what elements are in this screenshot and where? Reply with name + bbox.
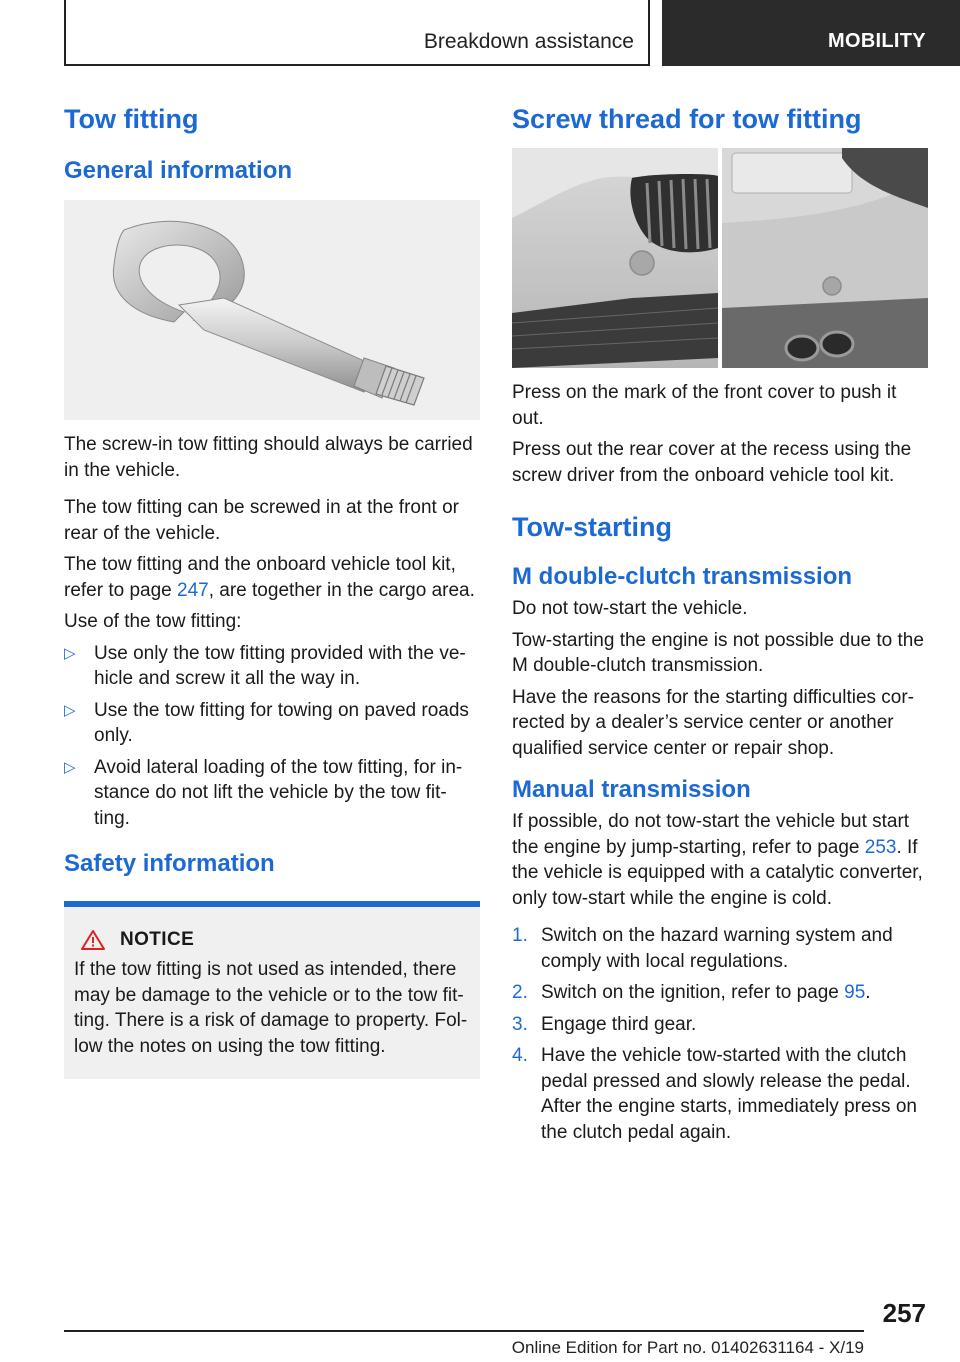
bullet-marker-icon: ▷ — [64, 701, 76, 719]
paragraph-use: Use of the tow fitting: — [64, 611, 242, 632]
list-item — [512, 923, 928, 974]
notice-box — [64, 901, 480, 1079]
step-number: 4. — [512, 1045, 528, 1066]
page-number: 257 — [882, 1298, 926, 1328]
list-item-text: Use the tow fitting for towing on paved roads only. — [94, 699, 469, 746]
notice-title: NOTICE — [120, 929, 195, 950]
step-text: Have the vehicle tow-started with the clutch pedal pressed and slowly release the pedal. After the engine starts, immediately press on the clutch pedal again. — [541, 1045, 917, 1143]
paragraph-front-cover: Press on the mark of the front cover to push it out. — [512, 382, 897, 429]
header-section-box — [64, 0, 650, 66]
manual-transmission-heading: Manual transmission — [512, 776, 751, 803]
footer-edition: Online Edition for Part no. 01402631164 - X/19 — [511, 1338, 864, 1357]
list-item-text: Use only the tow fitting provided with the ve‐hicle and screw it all the way in. — [94, 642, 466, 689]
header-section-title: Breakdown assistance — [423, 30, 634, 53]
paragraph-text: . If the vehicle is equipped with a catalytic converter, only tow-start while the engine is cold. — [512, 836, 923, 909]
vehicle-photo — [512, 148, 928, 368]
tow-eye-icon — [64, 200, 480, 420]
page-link-247[interactable]: 247 — [177, 579, 209, 601]
paragraph-text: If possible, do not tow-start the vehicle but start the engine by jump-starting, refer to page — [512, 811, 910, 858]
paragraph-no-tow-start: Do not tow-start the vehicle. — [512, 598, 748, 619]
header-chapter-title: MOBILITY — [828, 30, 926, 52]
paragraph-jump-start — [512, 809, 928, 911]
paragraph-carry: The screw-in tow fitting should always be carried in the vehicle. — [64, 434, 473, 481]
paragraph-rear-cover: Press out the rear cover at the recess using the screw driver from the onboard vehicle tool kit. — [512, 439, 912, 486]
page-link-95[interactable]: 95 — [844, 982, 866, 1003]
page-link-253[interactable]: 253 — [864, 836, 897, 858]
step-text: . — [865, 982, 871, 1003]
list-item — [512, 1012, 928, 1038]
vehicle-bumper-icon — [512, 148, 928, 368]
footer-divider — [64, 1330, 864, 1332]
general-information-heading: General information — [64, 157, 293, 184]
left-column — [64, 102, 480, 1079]
step-text: Switch on the hazard warning system and comply with local regulations. — [541, 925, 893, 972]
screw-thread-heading: Screw thread for tow fitting — [512, 104, 862, 134]
mdct-heading: M double-clutch transmission — [512, 563, 853, 590]
bullet-marker-icon: ▷ — [64, 644, 76, 662]
paragraph-not-possible: Tow-starting the engine is not possible due to the M double-clutch transmission. — [512, 629, 924, 676]
tow-fitting-illustration — [64, 200, 480, 420]
step-number: 1. — [512, 925, 528, 946]
tow-starting-heading: Tow-starting — [512, 512, 672, 542]
bullet-marker-icon: ▷ — [64, 758, 76, 776]
header-chapter-box — [662, 0, 960, 66]
list-item — [64, 755, 480, 832]
usage-bullet-list — [64, 641, 480, 832]
notice-text: If the tow fitting is not used as intended, there may be damage to the vehicle or to the tow fit‐ting. There is a risk of damage to property. Fol‐low the notes on using the tow fitting. — [74, 959, 468, 1057]
safety-information-heading: Safety information — [64, 850, 275, 877]
list-item — [64, 641, 480, 692]
paragraph-text: , are together in the cargo area. — [208, 579, 475, 601]
tow-start-steps — [512, 923, 928, 1145]
step-number: 3. — [512, 1013, 528, 1035]
step-text: Switch on the ignition, refer to page — [541, 982, 845, 1003]
list-item — [512, 1043, 928, 1145]
list-item-text: Avoid lateral loading of the tow fitting, for in‐stance do not lift the vehicle by the tow fit‐ting. — [94, 756, 463, 829]
list-item — [64, 698, 480, 749]
paragraph-have-reasons: Have the reasons for the starting difficulties cor‐rected by a dealer’s service center or another qualified service center or repair shop. — [512, 686, 915, 759]
notice-header — [74, 929, 470, 951]
paragraph-cargo-area — [64, 552, 480, 603]
tow-fitting-heading: Tow fitting — [64, 104, 199, 134]
paragraph-front-rear: The tow fitting can be screwed in at the front or rear of the vehicle. — [64, 497, 459, 544]
step-text: Engage third gear. — [541, 1013, 697, 1035]
paragraph-text: The tow fitting and the onboard vehicle tool kit, refer to page — [64, 554, 456, 601]
step-number: 2. — [512, 982, 528, 1003]
list-item — [512, 980, 928, 1006]
right-column — [512, 102, 928, 1151]
warning-triangle-icon — [80, 929, 106, 951]
